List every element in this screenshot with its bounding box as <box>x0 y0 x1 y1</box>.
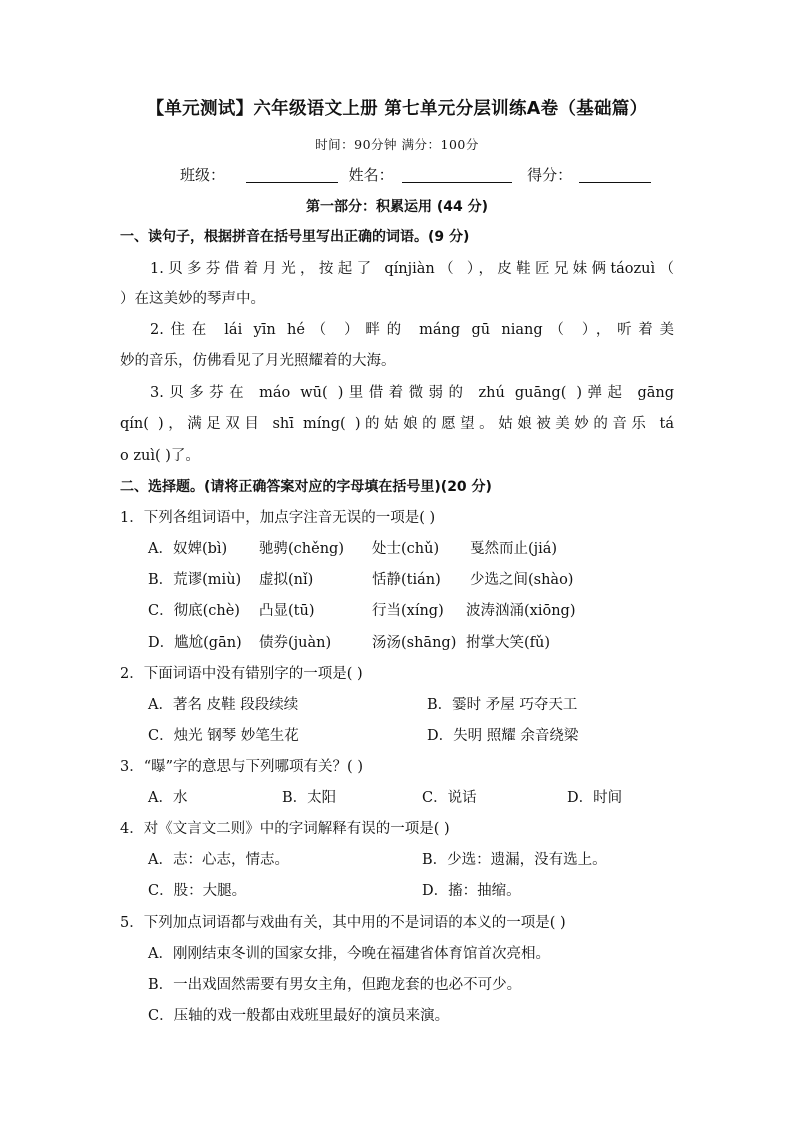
q1-option-d-word1: D．尴尬(gān) <box>148 635 242 651</box>
score-label: 得分： <box>527 166 573 184</box>
question-1-stem: 1．下列各组词语中，加点字注音无误的一项是( ) <box>120 510 436 526</box>
q4-option-d: D．搐：抽缩。 <box>422 883 521 899</box>
section-one-line: qín( )，满足双目 shī míng( )的姑娘的愿望。姑娘被美妙的音乐 tá <box>120 416 674 432</box>
section-one-line: o zuì( )了。 <box>120 448 200 464</box>
section-one-heading: 一、读句子，根据拼音在括号里写出正确的词语。(9 分) <box>120 229 470 245</box>
q1-option-a-word2: 驰骋(chěng) <box>259 541 344 557</box>
q1-option-a-word3: 处士(chǔ) <box>372 541 440 557</box>
q5-option-a: A．刚刚结束冬训的国家女排，今晚在福建省体育馆首次亮相。 <box>148 946 550 962</box>
score-blank[interactable] <box>579 166 651 183</box>
q4-option-b: B．少选：遗漏，没有选上。 <box>422 852 607 868</box>
student-info-row <box>180 164 651 185</box>
q4-option-a: A．志：心志，情志。 <box>148 852 289 868</box>
q1-option-d-word2: 债券(juàn) <box>259 635 332 651</box>
section-two-heading: 二、选择题。(请将正确答案对应的字母填在括号里)(20 分) <box>120 479 492 495</box>
section-one-line: 2.住在 lái yīn hé（ ）畔的 máng gū niang（ ），听着美 <box>150 322 674 338</box>
q1-option-d-word4: 拊掌大笑(fǔ) <box>466 635 551 651</box>
class-label: 班级： <box>180 166 226 184</box>
q1-option-d-word3: 汤汤(shāng) <box>372 635 457 651</box>
q4-option-c: C．股：大腿。 <box>148 883 247 899</box>
q1-option-b-word4: 少选之间(shào) <box>470 572 574 588</box>
section-one-line: ）在这美妙的琴声中。 <box>120 291 265 307</box>
q1-option-c-word2: 凸显(tū) <box>259 603 315 619</box>
q2-option-c: C．烛光 钢琴 妙笔生花 <box>148 728 299 744</box>
section-one-line: 1.贝多芬借着月光，按起了 qínjiàn（ ），皮鞋匠兄妹俩táozuì（ <box>150 261 674 277</box>
part-one-heading: 第一部分：积累运用 (44 分) <box>305 199 489 215</box>
q1-option-a-word4: 戛然而止(jiá) <box>470 541 558 557</box>
name-blank[interactable] <box>402 166 512 183</box>
q2-option-a: A．著名 皮鞋 段段续续 <box>148 697 299 713</box>
q2-option-d: D．失明 照耀 余音绕梁 <box>427 728 579 744</box>
exam-subtitle: 时间：90分钟 满分：100分 <box>315 137 479 152</box>
q1-option-b-word1: B．荒谬(miù) <box>148 572 242 588</box>
q1-option-c-word4: 波涛汹涌(xiōng) <box>466 603 576 619</box>
question-4-stem: 4．对《文言文二则》中的字词解释有误的一项是( ) <box>120 821 450 837</box>
q3-option-c: C．说话 <box>422 790 477 806</box>
q1-option-c-word3: 行当(xíng) <box>372 603 444 619</box>
question-2-stem: 2．下面词语中没有错别字的一项是( ) <box>120 666 363 682</box>
q1-option-b-word2: 虚拟(nǐ) <box>259 572 314 588</box>
q5-option-b: B．一出戏固然需要有男女主角，但跑龙套的也必不可少。 <box>148 977 522 993</box>
q1-option-c-word1: C．彻底(chè) <box>148 603 240 619</box>
q1-option-b-word3: 恬静(tián) <box>372 572 441 588</box>
exam-title: 【单元测试】六年级语文上册 第七单元分层训练A卷（基础篇） <box>146 99 648 119</box>
section-one-line: 3.贝多芬在 máo wū( )里借着微弱的 zhú guāng( )弹起 gāng <box>150 385 674 401</box>
q1-option-a-word1: A．奴婢(bì) <box>148 541 228 557</box>
name-label: 姓名： <box>348 166 394 184</box>
class-blank[interactable] <box>246 166 338 183</box>
q2-option-b: B．霎时 矛屋 巧夺天工 <box>427 697 578 713</box>
question-3-stem: 3．“曝”字的意思与下列哪项有关？( ) <box>120 759 363 775</box>
q3-option-d: D．时间 <box>567 790 623 806</box>
q3-option-a: A．水 <box>148 790 188 806</box>
section-one-line: 妙的音乐，仿佛看见了月光照耀着的大海。 <box>120 353 396 369</box>
q3-option-b: B．太阳 <box>282 790 337 806</box>
q5-option-c: C．压轴的戏一般都由戏班里最好的演员来演。 <box>148 1008 450 1024</box>
question-5-stem: 5．下列加点词语都与戏曲有关，其中用的不是词语的本义的一项是( ) <box>120 915 566 931</box>
